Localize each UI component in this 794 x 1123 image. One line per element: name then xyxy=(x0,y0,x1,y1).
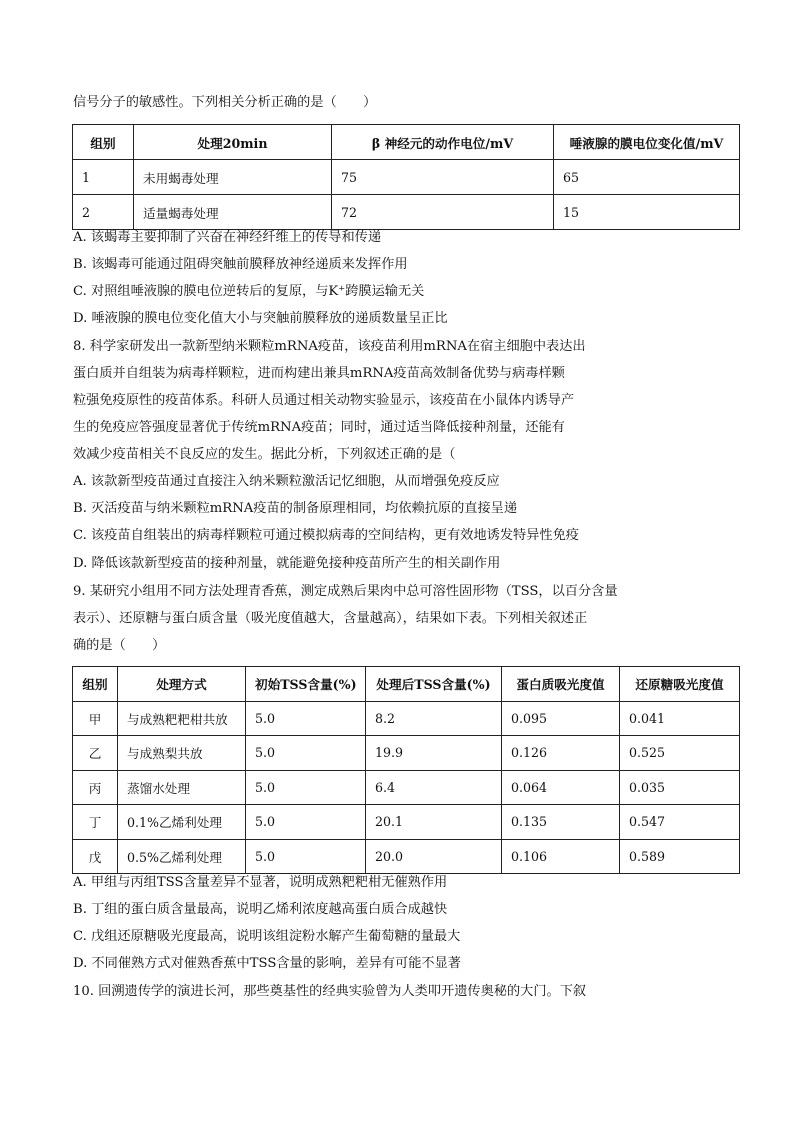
table-scorpion-venom xyxy=(72,124,740,230)
table-cell: 5.0 xyxy=(246,770,366,805)
option-c: C. 戊组还原糖吸光度最高，说明该组淀粉水解产生葡萄糖的量最大 xyxy=(73,929,461,944)
table-cell: 75 xyxy=(332,160,554,195)
table-cell: 0.064 xyxy=(502,770,620,805)
table-cell: 20.1 xyxy=(366,805,502,840)
table-cell: 0.126 xyxy=(502,736,620,771)
question-8-stem-line: 生的免疫应答强度显著优于传统mRNA疫苗；同时，通过适当降低接种剂量，还能有 xyxy=(73,420,565,435)
option-a: A. 该款新型疫苗通过直接注入纳米颗粒激活记忆细胞，从而增强免疫反应 xyxy=(73,474,500,489)
question-9-stem-line: 确的是（ ） xyxy=(73,638,166,653)
table-header-cell: 组别 xyxy=(73,125,134,160)
table-cell: 5.0 xyxy=(246,736,366,771)
option-b: B. 该蝎毒可能通过阻碍突触前膜释放神经递质来发挥作用 xyxy=(73,257,408,272)
table-cell: 0.135 xyxy=(502,805,620,840)
table-header-cell: 蛋白质吸光度值 xyxy=(502,667,620,702)
option-d: D. 降低该款新型疫苗的接种剂量，就能避免接种疫苗所产生的相关副作用 xyxy=(73,556,501,571)
table-row xyxy=(73,805,740,840)
question-8-stem-line: 8. 科学家研发出一款新型纳米颗粒mRNA疫苗，该疫苗利用mRNA在宿主细胞中表达出 xyxy=(73,339,586,354)
table-cell: 8.2 xyxy=(366,701,502,736)
table-header-cell: 处理后TSS含量(%) xyxy=(366,667,502,702)
question-10-stem: 10. 回溯遗传学的演进长河，那些奠基性的经典实验曾为人类叩开遗传奥秘的大门。下叙 xyxy=(73,984,587,999)
option-a: A. 甲组与丙组TSS含量差异不显著，说明成熟粑粑柑无催熟作用 xyxy=(73,875,448,890)
table-banana-ripening xyxy=(72,666,740,874)
option-c: C. 该疫苗自组装出的病毒样颗粒可通过模拟病毒的空间结构，更有效地诱发特异性免疫 xyxy=(73,528,579,543)
table-row xyxy=(73,160,740,195)
table-cell: 适量蝎毒处理 xyxy=(134,195,332,230)
table-cell: 0.589 xyxy=(620,839,740,874)
table-cell: 2 xyxy=(73,195,134,230)
table-row xyxy=(73,195,740,230)
table-cell: 0.1%乙烯利处理 xyxy=(118,805,246,840)
option-c: C. 对照组唾液腺的膜电位逆转后的复原，与K⁺跨膜运输无关 xyxy=(73,284,425,299)
table-cell: 乙 xyxy=(73,736,118,771)
table-cell: 6.4 xyxy=(366,770,502,805)
table-cell: 0.035 xyxy=(620,770,740,805)
table-cell: 1 xyxy=(73,160,134,195)
table-header-cell: 组别 xyxy=(73,667,118,702)
table-cell: 15 xyxy=(554,195,740,230)
table-cell: 未用蝎毒处理 xyxy=(134,160,332,195)
table-cell: 0.547 xyxy=(620,805,740,840)
table-header-cell: 初始TSS含量(%) xyxy=(246,667,366,702)
table-cell: 0.5%乙烯利处理 xyxy=(118,839,246,874)
table-cell: 戊 xyxy=(73,839,118,874)
option-b: B. 丁组的蛋白质含量最高，说明乙烯利浓度越高蛋白质合成越快 xyxy=(73,902,448,917)
question-8-stem-line: 效减少疫苗相关不良反应的发生。据此分析，下列叙述正确的是（ xyxy=(73,447,456,462)
table-header-cell: 处理20min xyxy=(134,125,332,160)
table-header-cell: β 神经元的动作电位/mV xyxy=(332,125,554,160)
table-cell: 0.095 xyxy=(502,701,620,736)
question-9-stem-line: 表示）、还原糖与蛋白质含量（吸光度值越大，含量越高），结果如下表。下列相关叙述正 xyxy=(73,611,588,626)
table-cell: 甲 xyxy=(73,701,118,736)
table-cell: 丙 xyxy=(73,770,118,805)
table-cell: 0.106 xyxy=(502,839,620,874)
table-cell: 0.525 xyxy=(620,736,740,771)
table-cell: 5.0 xyxy=(246,701,366,736)
question-7-stem-tail: 信号分子的敏感性。下列相关分析正确的是（ ） xyxy=(73,95,377,110)
table-cell: 5.0 xyxy=(246,839,366,874)
option-d: D. 不同催熟方式对催熟香蕉中TSS含量的影响，差异有可能不显著 xyxy=(73,956,461,971)
table-header-cell: 唾液腺的膜电位变化值/mV xyxy=(554,125,740,160)
table-cell: 丁 xyxy=(73,805,118,840)
table-cell: 蒸馏水处理 xyxy=(118,770,246,805)
question-8-stem-line: 蛋白质并自组装为病毒样颗粒，进而构建出兼具mRNA疫苗高效制备优势与病毒样颗 xyxy=(73,366,565,381)
table-header-cell: 还原糖吸光度值 xyxy=(620,667,740,702)
table-row xyxy=(73,736,740,771)
table-cell: 5.0 xyxy=(246,805,366,840)
table-cell: 20.0 xyxy=(366,839,502,874)
table-cell: 与成熟梨共放 xyxy=(118,736,246,771)
table-header-cell: 处理方式 xyxy=(118,667,246,702)
table-cell: 72 xyxy=(332,195,554,230)
table-cell: 19.9 xyxy=(366,736,502,771)
table-cell: 0.041 xyxy=(620,701,740,736)
table-cell: 65 xyxy=(554,160,740,195)
table-cell: 与成熟粑粑柑共放 xyxy=(118,701,246,736)
option-b: B. 灭活疫苗与纳米颗粒mRNA疫苗的制备原理相同，均依赖抗原的直接呈递 xyxy=(73,501,518,516)
option-a: A. 该蝎毒主要抑制了兴奋在神经纤维上的传导和传递 xyxy=(73,230,382,245)
question-8-stem-line: 粒强免疫原性的疫苗体系。科研人员通过相关动物实验显示，该疫苗在小鼠体内诱导产 xyxy=(73,393,575,408)
table-row xyxy=(73,701,740,736)
table-row xyxy=(73,770,740,805)
table-header-row xyxy=(73,667,740,702)
question-9-stem-line: 9. 某研究小组用不同方法处理青香蕉，测定成熟后果肉中总可溶性固形物（TSS，以百分含量 xyxy=(73,584,618,599)
table-row xyxy=(73,839,740,874)
option-d: D. 唾液腺的膜电位变化值大小与突触前膜释放的递质数量呈正比 xyxy=(73,311,448,326)
table-header-row xyxy=(73,125,740,160)
